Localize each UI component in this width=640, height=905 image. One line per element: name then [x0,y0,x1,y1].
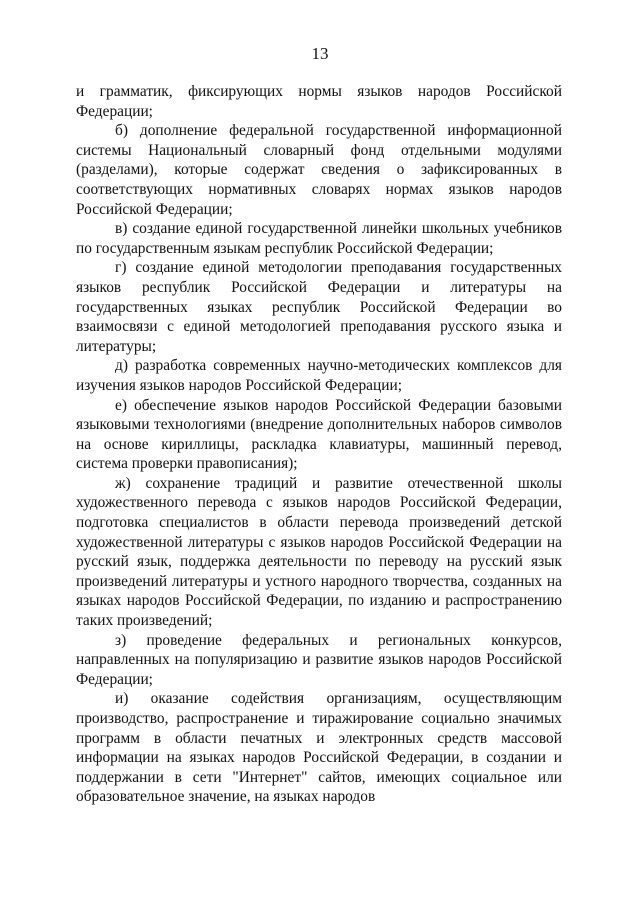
paragraph-continuation: и грамматик, фиксирующих нормы языков народов Российской Федерации; [76,83,562,120]
page-number: 13 [311,44,329,63]
paragraph-item-z: з) проведение федеральных и региональных конкурсов, направленных на популяризацию и развитие языков народов Российской Федерации; [76,631,562,688]
paragraph-item-b: б) дополнение федеральной государственной информационной системы Национальный словарный фонд отдельными модулями (разделами), которые содержат сведения о зафиксированных в соответствующих нормативных словарях нормах языков народов Российской Федерации; [76,122,562,218]
document-body [76,82,562,807]
paragraph-item-i: и) оказание содействия организациям, осуществляющим производство, распространение и тиражирование социально значимых программ в области печатных и электронных средств массовой информации на языках народов Российской Федерации, в создании и поддержании в сети "Интернет" сайтов, имеющих социальное или образовательное значение, на языках народов [76,690,562,806]
paragraph-item-zh: ж) сохранение традиций и развитие отечественной школы художественного перевода с языков народов Российской Федерации, подготовка специалистов в области перевода произведений детской художественной литературы с языков народов Российской Федерации на русский язык, поддержка деятельности по переводу на русский язык произведений литературы и устного народного творчества, созданных на языках народов Российской Федерации, по изданию и распространению таких произведений; [76,474,562,630]
paragraph-item-g: г) создание единой методологии преподавания государственных языков республик Российской Федерации и литературы на государственных языках республик Российской Федерации во взаимосвязи с единой методологией преподавания русского языка и литературы; [76,259,562,355]
paragraph-item-e: е) обеспечение языков народов Российской Федерации базовыми языковыми технологиями (внедрение дополнительных наборов символов на основе кириллицы, раскладка клавиатуры, машинный перевод, система проверки правописания); [76,396,562,473]
paragraph-item-v: в) создание единой государственной линейки школьных учебников по государственным языкам республик Российской Федерации; [76,220,562,257]
paragraph-item-d: д) разработка современных научно-методических комплексов для изучения языков народов Российской Федерации; [76,357,562,394]
